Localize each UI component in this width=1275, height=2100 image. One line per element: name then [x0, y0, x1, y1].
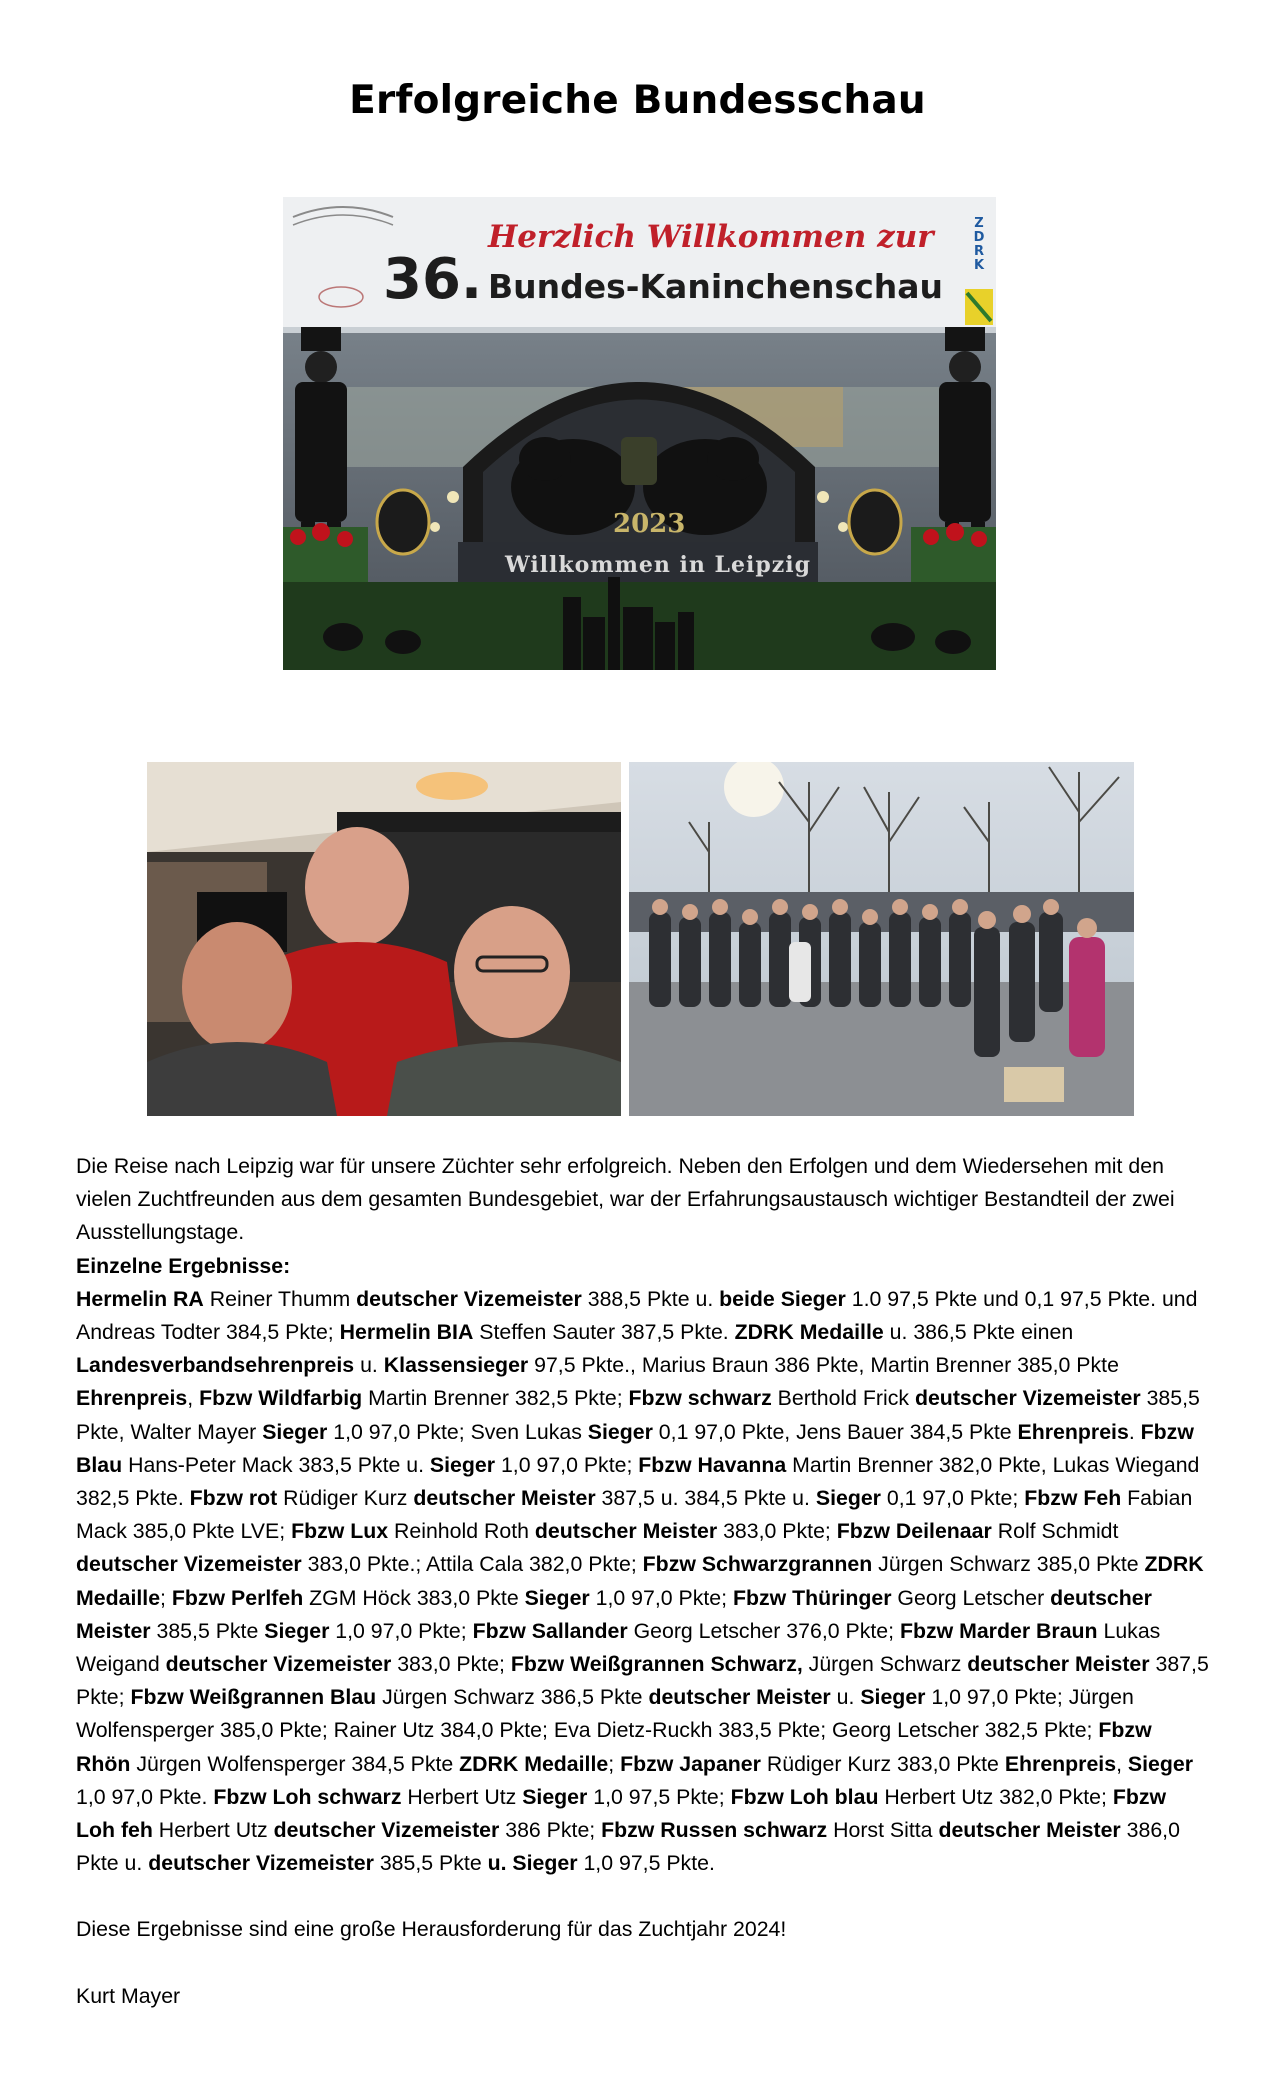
result-text: Jürgen Schwarz	[802, 1652, 968, 1677]
result-text: Georg Letscher	[891, 1585, 1051, 1610]
result-text: Martin Brenner 382,0 Pkte, Lukas Wiegand 382,5 Pkte.	[76, 1452, 1200, 1511]
result-highlight: Fbzw Loh blau	[730, 1784, 879, 1809]
spacer	[76, 1947, 1210, 1980]
result-highlight: ZDRK Medaille	[734, 1320, 884, 1345]
result-highlight: u. Sieger	[487, 1851, 578, 1876]
result-text: 385,5 Pkte	[150, 1618, 265, 1643]
result-text: u. 386,5 Pkte einen	[883, 1320, 1074, 1345]
result-highlight: Fbzw Loh schwarz	[213, 1784, 402, 1809]
result-text: Fabian Mack 385,0 Pkte LVE;	[76, 1486, 1193, 1544]
result-highlight: Fbzw Feh	[1024, 1486, 1122, 1511]
result-text: 1,0 97,0 Pkte; Jürgen Wolfensperger 385,0 Pkte; Rainer Utz 384,0 Pkte; Eva Dietz-Ruckh 383,5 Pkte; Georg Letscher 382,5 Pkte;	[76, 1685, 1134, 1743]
result-text: 0,1 97,0 Pkte, Jens Bauer 384,5 Pkte	[652, 1419, 1018, 1444]
result-text: Rüdiger Kurz 383,0 Pkte	[760, 1751, 1005, 1776]
result-text: Reiner Thumm	[203, 1286, 357, 1311]
result-text: 383,0 Pkte;	[717, 1519, 837, 1544]
result-highlight: deutscher Vizemeister	[148, 1851, 374, 1876]
result-text: 1,0 97,5 Pkte.	[577, 1851, 715, 1876]
result-highlight: deutscher Meister	[967, 1652, 1150, 1677]
result-text: Jürgen Schwarz 386,5 Pkte	[376, 1685, 649, 1710]
result-highlight: deutscher Vizemeister	[273, 1818, 500, 1843]
photo-group-parking-lot	[629, 762, 1134, 1116]
result-highlight: Fbzw Deilenaar	[836, 1519, 992, 1544]
result-text: Jürgen Schwarz 385,0 Pkte	[872, 1552, 1145, 1577]
result-text: 0,1 97,0 Pkte;	[880, 1486, 1025, 1511]
result-highlight: Sieger	[587, 1419, 653, 1444]
result-text: ;	[608, 1751, 621, 1776]
result-text: Berthold Frick	[771, 1386, 915, 1411]
result-highlight: Hermelin RA	[76, 1286, 204, 1311]
result-highlight: Landesverbandsehrenpreis	[76, 1353, 355, 1378]
author-signature: Kurt Mayer	[76, 1983, 181, 2008]
banner-welcome-text: Herzlich Willkommen zur	[488, 219, 934, 255]
result-text: Steffen Sauter 387,5 Pkte.	[473, 1320, 735, 1345]
result-text: 388,5 Pkte u.	[581, 1286, 720, 1311]
result-text: 385,5 Pkte, Walter Mayer	[76, 1386, 1200, 1444]
closing-paragraph: Diese Ergebnisse sind eine große Herausforderung für das Zuchtjahr 2024!	[76, 1917, 787, 1942]
result-highlight: Klassensieger	[383, 1353, 529, 1378]
result-highlight: Fbzw Russen schwarz	[601, 1818, 828, 1843]
result-highlight: Fbzw rot	[189, 1486, 278, 1511]
result-highlight: Fbzw Weißgrannen Blau	[130, 1685, 377, 1710]
results-paragraph	[76, 1283, 1210, 1881]
result-text: 387,5 u. 384,5 Pkte u.	[595, 1486, 816, 1511]
result-highlight: deutscher Meister	[648, 1685, 831, 1710]
result-text: Herbert Utz 382,0 Pkte;	[878, 1784, 1113, 1809]
result-text: Herbert Utz	[152, 1818, 274, 1843]
intro-paragraph: Die Reise nach Leipzig war für unsere Züchter sehr erfolgreich. Neben den Erfolgen und dem Wiedersehen mit den vielen Zuchtfreunden aus dem gesamten Bundesgebiet, war der Erfahrungsaustausch wichtiger Bestandteil der zwei Ausstellungstage.	[76, 1154, 1175, 1245]
result-highlight: deutscher Vizemeister	[914, 1386, 1141, 1411]
result-highlight: deutscher Meister	[413, 1486, 596, 1511]
result-highlight: Fbzw Wildfarbig	[199, 1386, 363, 1411]
result-highlight: Fbzw Lux	[291, 1519, 389, 1544]
result-highlight: Sieger	[860, 1685, 926, 1710]
result-text: ZGM Höck 383,0 Pkte	[303, 1585, 525, 1610]
result-text: 1,0 97,5 Pkte;	[587, 1784, 731, 1809]
result-text: Reinhold Roth	[388, 1519, 535, 1544]
result-text: Horst Sitta	[827, 1818, 939, 1843]
result-text: .	[1128, 1419, 1141, 1444]
result-text: 97,5 Pkte., Marius Braun 386 Pkte, Martin Brenner 385,0 Pkte	[528, 1353, 1119, 1378]
result-highlight: deutscher Vizemeister	[165, 1652, 392, 1677]
result-text: 1,0 97,0 Pkte; Sven Lukas	[327, 1419, 588, 1444]
result-highlight: Sieger	[522, 1784, 588, 1809]
result-highlight: deutscher Meister	[938, 1818, 1121, 1843]
result-highlight: Sieger	[264, 1618, 330, 1643]
result-text: 1,0 97,0 Pkte;	[589, 1585, 733, 1610]
banner-sign-text: Willkommen in Leipzig	[505, 552, 811, 578]
result-highlight: Ehrenpreis	[1004, 1751, 1117, 1776]
result-text: 1,0 97,0 Pkte;	[495, 1452, 639, 1477]
result-highlight: Sieger	[429, 1452, 496, 1477]
result-highlight: Fbzw Japaner	[620, 1751, 761, 1776]
page-title: Erfolgreiche Bundesschau	[349, 78, 926, 123]
result-highlight: Fbzw Rhön	[76, 1718, 1152, 1776]
result-highlight: Fbzw Blau	[76, 1419, 1194, 1477]
result-highlight: Ehrenpreis	[1017, 1419, 1129, 1444]
result-text: 387,5 Pkte;	[76, 1652, 1209, 1710]
photo-three-breeders	[147, 762, 621, 1116]
result-highlight: deutscher Meister	[76, 1585, 1152, 1643]
article-body	[76, 1150, 1210, 2013]
result-text: 1,0 97,0 Pkte;	[329, 1618, 473, 1643]
result-text: u.	[354, 1353, 384, 1378]
result-highlight: Fbzw Sallander	[472, 1618, 628, 1643]
result-highlight: Fbzw schwarz	[628, 1386, 772, 1411]
banner-show-name: Bundes-Kaninchenschau	[488, 267, 944, 306]
result-text: Hans-Peter Mack 383,5 Pkte u.	[122, 1452, 430, 1477]
result-text: Lukas Weigand	[76, 1618, 1161, 1677]
spacer	[76, 1880, 1210, 1913]
show-banner-photo	[283, 197, 996, 670]
result-text: 386 Pkte;	[499, 1818, 602, 1843]
result-text: 1,0 97,0 Pkte.	[76, 1784, 214, 1809]
result-highlight: Sieger	[1127, 1751, 1194, 1776]
result-text: Jürgen Wolfensperger 384,5 Pkte	[130, 1751, 460, 1776]
result-highlight: ZDRK Medaille	[459, 1751, 609, 1776]
result-text: Herbert Utz	[401, 1784, 523, 1809]
result-text: 386,0 Pkte u.	[76, 1818, 1180, 1876]
result-text: ,	[1116, 1751, 1128, 1776]
result-text: 383,0 Pkte;	[391, 1652, 511, 1677]
result-text: ,	[187, 1386, 200, 1411]
result-highlight: deutscher Vizemeister	[76, 1552, 302, 1577]
result-text: ;	[160, 1585, 172, 1610]
banner-year: 2023	[613, 509, 686, 539]
zdrk-logo: Z D R K	[973, 216, 985, 273]
result-text: 1.0 97,5 Pkte und 0,1 97,5 Pkte. und Andreas Todter 384,5 Pkte;	[76, 1286, 1198, 1345]
result-highlight: beide Sieger	[719, 1286, 846, 1311]
banner-show-number: 36.	[383, 247, 483, 312]
result-highlight: Sieger	[815, 1486, 881, 1511]
result-highlight: deutscher Meister	[534, 1519, 718, 1544]
result-highlight: Fbzw Thüringer	[732, 1585, 892, 1610]
result-highlight: ZDRK Medaille	[76, 1552, 1204, 1610]
result-highlight: Hermelin BIA	[339, 1320, 474, 1345]
result-highlight: Sieger	[262, 1419, 328, 1444]
result-highlight: Fbzw Weißgrannen Schwarz,	[510, 1652, 803, 1677]
result-highlight: Fbzw Havanna	[638, 1452, 787, 1477]
result-highlight: Fbzw Schwarzgrannen	[642, 1552, 873, 1577]
result-text: Rolf Schmidt	[991, 1519, 1119, 1544]
result-text: Georg Letscher 376,0 Pkte;	[627, 1618, 900, 1643]
result-text: u.	[830, 1685, 861, 1710]
result-highlight: Fbzw Marder Braun	[899, 1618, 1098, 1643]
result-text: 383,0 Pkte.; Attila Cala 382,0 Pkte;	[301, 1552, 643, 1577]
result-highlight: Sieger	[524, 1585, 590, 1610]
results-heading: Einzelne Ergebnisse:	[76, 1253, 291, 1278]
result-text: 385,5 Pkte	[373, 1851, 488, 1876]
result-highlight: deutscher Vizemeister	[356, 1286, 582, 1311]
result-text: Rüdiger Kurz	[277, 1486, 414, 1511]
result-highlight: Fbzw Loh feh	[76, 1784, 1167, 1843]
result-text: Martin Brenner 382,5 Pkte;	[362, 1386, 629, 1411]
result-highlight: Fbzw Perlfeh	[171, 1585, 304, 1610]
result-highlight: Ehrenpreis	[76, 1386, 188, 1411]
